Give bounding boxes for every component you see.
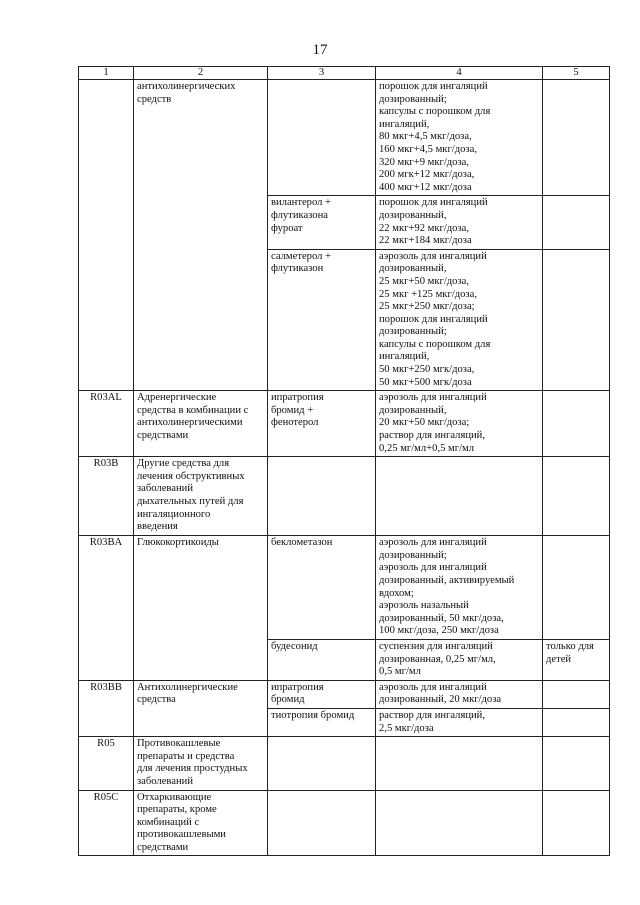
drug-cell (268, 457, 376, 536)
forms-cell: аэрозоль для ингаляций дозированный, 25 мкг+50 мкг/доза, 25 мкг +125 мкг/доза, 25 мкг+250 мкг/доза; порошок для ингаляций дозированный; капсулы с порошком для ингаляций, 50 мкг+250 мгк/доза, 50 мкг+500 мгк/доза (376, 249, 543, 391)
note-cell (543, 790, 610, 856)
table-row (79, 80, 610, 196)
table-row (79, 536, 610, 640)
table-row (79, 680, 610, 708)
code-cell: R03BA (79, 536, 134, 681)
note-cell (543, 536, 610, 640)
drug-cell: беклометазон (268, 536, 376, 640)
table-row (79, 737, 610, 790)
code-cell: R03B (79, 457, 134, 536)
note-cell (543, 391, 610, 457)
drug-cell (268, 80, 376, 196)
forms-cell: аэрозоль для ингаляций дозированный, 20 мкг+50 мкг/доза; раствор для ингаляций, 0,25 мг/мл+0,5 мг/мл (376, 391, 543, 457)
drug-cell (268, 737, 376, 790)
note-cell (543, 249, 610, 391)
col-header-5: 5 (543, 67, 610, 80)
drug-table (78, 66, 610, 856)
forms-cell: аэрозоль для ингаляций дозированный; аэрозоль для ингаляций дозированный, активируемый вдохом; аэрозоль назальный дозированный, 50 мкг/доза, 100 мкг/доза, 250 мкг/доза (376, 536, 543, 640)
group-name-cell: Адренергические средства в комбинации с антихолинергическими средствами (134, 391, 268, 457)
note-cell: только для детей (543, 639, 610, 680)
note-cell (543, 196, 610, 249)
drug-cell: тиотропия бромид (268, 708, 376, 736)
drug-cell: ипратропия бромид (268, 680, 376, 708)
table-row (79, 457, 610, 536)
col-header-2: 2 (134, 67, 268, 80)
group-name-cell: Противокашлевые препараты и средства для лечения простудных заболеваний (134, 737, 268, 790)
note-cell (543, 708, 610, 736)
col-header-3: 3 (268, 67, 376, 80)
code-cell: R03AL (79, 391, 134, 457)
drug-cell: вилантерол + флутиказона фуроат (268, 196, 376, 249)
group-name-cell: антихолинергических средств (134, 80, 268, 391)
header-row (79, 67, 610, 80)
col-header-1: 1 (79, 67, 134, 80)
forms-cell: суспензия для ингаляций дозированная, 0,25 мг/мл, 0,5 мг/мл (376, 639, 543, 680)
note-cell (543, 737, 610, 790)
code-cell (79, 80, 134, 391)
group-name-cell: Другие средства для лечения обструктивных заболеваний дыхательных путей для ингаляционного введения (134, 457, 268, 536)
drug-cell: салметерол + флутиказон (268, 249, 376, 391)
drug-cell: будесонид (268, 639, 376, 680)
forms-cell: раствор для ингаляций, 2,5 мкг/доза (376, 708, 543, 736)
note-cell (543, 457, 610, 536)
page-number: 17 (312, 42, 328, 58)
code-cell: R03BB (79, 680, 134, 736)
group-name-cell: Глюкокортикоиды (134, 536, 268, 681)
group-name-cell: Антихолинергические средства (134, 680, 268, 736)
drug-cell (268, 790, 376, 856)
code-cell: R05C (79, 790, 134, 856)
note-cell (543, 80, 610, 196)
forms-cell (376, 790, 543, 856)
forms-cell (376, 737, 543, 790)
forms-cell: порошок для ингаляций дозированный, 22 мкг+92 мкг/доза, 22 мкг+184 мкг/доза (376, 196, 543, 249)
code-cell: R05 (79, 737, 134, 790)
forms-cell: порошок для ингаляций дозированный; капсулы с порошком для ингаляций, 80 мкг+4,5 мкг/доза, 160 мкг+4,5 мкг/доза, 320 мкг+9 мкг/доза, 200 мгк+12 мкг/доза, 400 мкг+12 мкг/доза (376, 80, 543, 196)
table-row (79, 790, 610, 856)
table-row (79, 391, 610, 457)
note-cell (543, 680, 610, 708)
forms-cell: аэрозоль для ингаляций дозированный, 20 мкг/доза (376, 680, 543, 708)
forms-cell (376, 457, 543, 536)
drug-cell: ипратропия бромид + фенотерол (268, 391, 376, 457)
col-header-4: 4 (376, 67, 543, 80)
group-name-cell: Отхаркивающие препараты, кроме комбинаций с противокашлевыми средствами (134, 790, 268, 856)
